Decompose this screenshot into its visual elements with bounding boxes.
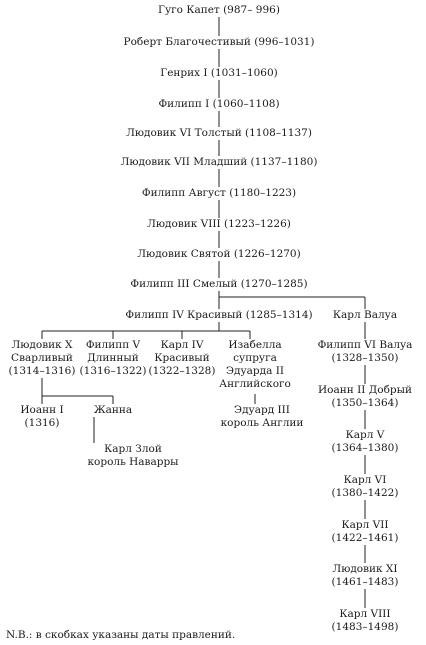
charles-6: Карл VI (1380–1422) <box>331 474 399 499</box>
charles-valois: Карл Валуа <box>332 309 398 321</box>
saint-louis: Людовик Святой (1226–1270) <box>137 248 301 260</box>
jeanne: Жанна <box>93 404 133 416</box>
edward-3: Эдуард III король Англии <box>220 404 304 429</box>
charles-5: Карл V (1364–1380) <box>331 429 399 454</box>
louis-8: Людовик VIII (1223–1226) <box>147 218 291 230</box>
henry-1: Генрих I (1031–1060) <box>160 67 278 79</box>
louis-7: Людовик VII Младший (1137–1180) <box>120 156 318 168</box>
robert-the-pious: Роберт Благочестивый (996–1031) <box>123 36 315 48</box>
john-1: Иоанн I (1316) <box>20 404 64 429</box>
charles-7: Карл VII (1422–1461) <box>331 519 399 544</box>
philip-5: Филипп V Длинный (1316–1322) <box>79 339 147 377</box>
footnote: N.B.: в скобках указаны даты правлений. <box>6 629 236 641</box>
louis-10: Людовик X Сварливый (1314–1316) <box>8 339 76 377</box>
isabella: Изабелла супруга Эдуарда II Английского <box>219 339 291 390</box>
louis-6: Людовик VI Толстый (1108–1137) <box>126 127 312 139</box>
charles-the-bad: Карл Злой король Наварры <box>87 443 179 468</box>
john-2: Иоанн II Добрый (1350–1364) <box>318 384 412 409</box>
philip-1: Филипп I (1060–1108) <box>158 98 280 110</box>
louis-11: Людовик XI (1461–1483) <box>331 563 399 588</box>
charles-8: Карл VIII (1483–1498) <box>331 608 399 633</box>
philip-4: Филипп IV Красивый (1285–1314) <box>125 309 313 321</box>
hugh-capet: Гуго Капет (987– 996) <box>158 4 280 16</box>
philip-6: Филипп VI Валуа (1328–1350) <box>317 339 413 364</box>
philip-3: Филипп III Смелый (1270–1285) <box>130 278 308 290</box>
charles-4: Карл IV Красивый (1322–1328) <box>148 339 216 377</box>
philip-augustus: Филипп Август (1180–1223) <box>141 187 297 199</box>
